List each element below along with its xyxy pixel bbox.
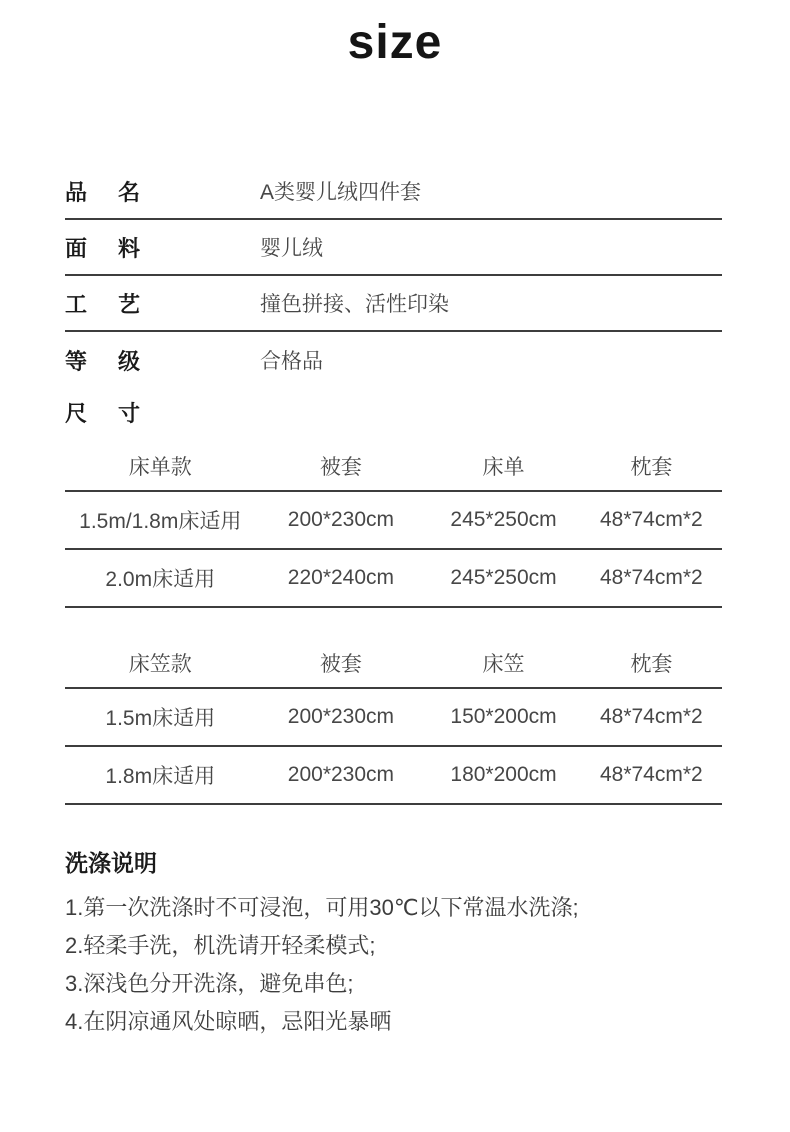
size-col-header: 床单 xyxy=(482,456,525,479)
spec-label: 品名 xyxy=(65,179,172,205)
spec-row-fabric xyxy=(65,220,722,276)
size-col-header: 床笠款 xyxy=(128,653,192,676)
spec-label: 面料 xyxy=(65,235,172,261)
size-table-row xyxy=(65,550,722,608)
washing-instruction-item: 2.轻柔手洗，机洗请开轻柔模式; xyxy=(65,933,376,958)
size-col-header: 被套 xyxy=(319,456,362,479)
size-cell: 48*74cm*2 xyxy=(599,705,703,728)
spec-value: A类婴儿绒四件套 xyxy=(260,181,422,204)
size-cell: 1.5m床适用 xyxy=(105,707,216,730)
spec-label: 等级 xyxy=(65,348,172,374)
size-cell: 48*74cm*2 xyxy=(599,508,703,531)
size-col-header: 床单款 xyxy=(128,456,192,479)
spec-row-grade xyxy=(65,332,722,388)
content-area xyxy=(65,164,722,1041)
size-table-row xyxy=(65,747,722,805)
spec-label: 尺寸 xyxy=(65,400,172,426)
washing-instruction-item: 1.第一次洗涤时不可浸泡，可用30℃以下常温水洗涤; xyxy=(65,895,579,920)
washing-instructions xyxy=(65,849,722,1041)
size-cell: 245*250cm xyxy=(450,566,557,589)
size-cell: 2.0m床适用 xyxy=(105,568,216,591)
size-col-header: 床笠 xyxy=(482,653,525,676)
page-title: size xyxy=(347,16,443,69)
spec-row-size xyxy=(65,388,722,436)
washing-instruction-item: 3.深浅色分开洗涤，避免串色; xyxy=(65,971,354,996)
size-table-header-row xyxy=(65,639,722,689)
size-cell: 180*200cm xyxy=(450,763,557,786)
fitted-style-size-table xyxy=(65,639,722,805)
size-cell: 48*74cm*2 xyxy=(599,763,703,786)
size-cell: 200*230cm xyxy=(287,508,395,531)
size-table-row xyxy=(65,492,722,550)
washing-instructions-title: 洗涤说明 xyxy=(65,850,157,876)
washing-instructions-list xyxy=(65,889,722,1041)
size-cell: 200*230cm xyxy=(287,705,395,728)
size-cell: 150*200cm xyxy=(450,705,557,728)
spec-row-craft xyxy=(65,276,722,332)
size-table-row xyxy=(65,689,722,747)
sheet-style-size-table xyxy=(65,442,722,608)
size-cell: 1.8m床适用 xyxy=(105,765,216,788)
washing-instruction-item: 4.在阴凉通风处晾晒，忌阳光暴晒 xyxy=(65,1009,392,1034)
size-table-header-row xyxy=(65,442,722,492)
size-col-header: 枕套 xyxy=(630,456,673,479)
spec-table xyxy=(65,164,722,436)
size-col-header: 枕套 xyxy=(630,653,673,676)
size-col-header: 被套 xyxy=(319,653,362,676)
spec-value: 撞色拼接、活性印染 xyxy=(260,293,449,316)
size-cell: 1.5m/1.8m床适用 xyxy=(79,510,242,533)
spec-row-product-name xyxy=(65,164,722,220)
size-cell: 220*240cm xyxy=(287,566,395,589)
size-cell: 48*74cm*2 xyxy=(599,566,703,589)
size-cell: 200*230cm xyxy=(287,763,395,786)
spec-label: 工艺 xyxy=(65,291,172,317)
spec-value: 婴儿绒 xyxy=(260,237,323,260)
spec-value: 合格品 xyxy=(260,350,323,373)
size-cell: 245*250cm xyxy=(450,508,557,531)
